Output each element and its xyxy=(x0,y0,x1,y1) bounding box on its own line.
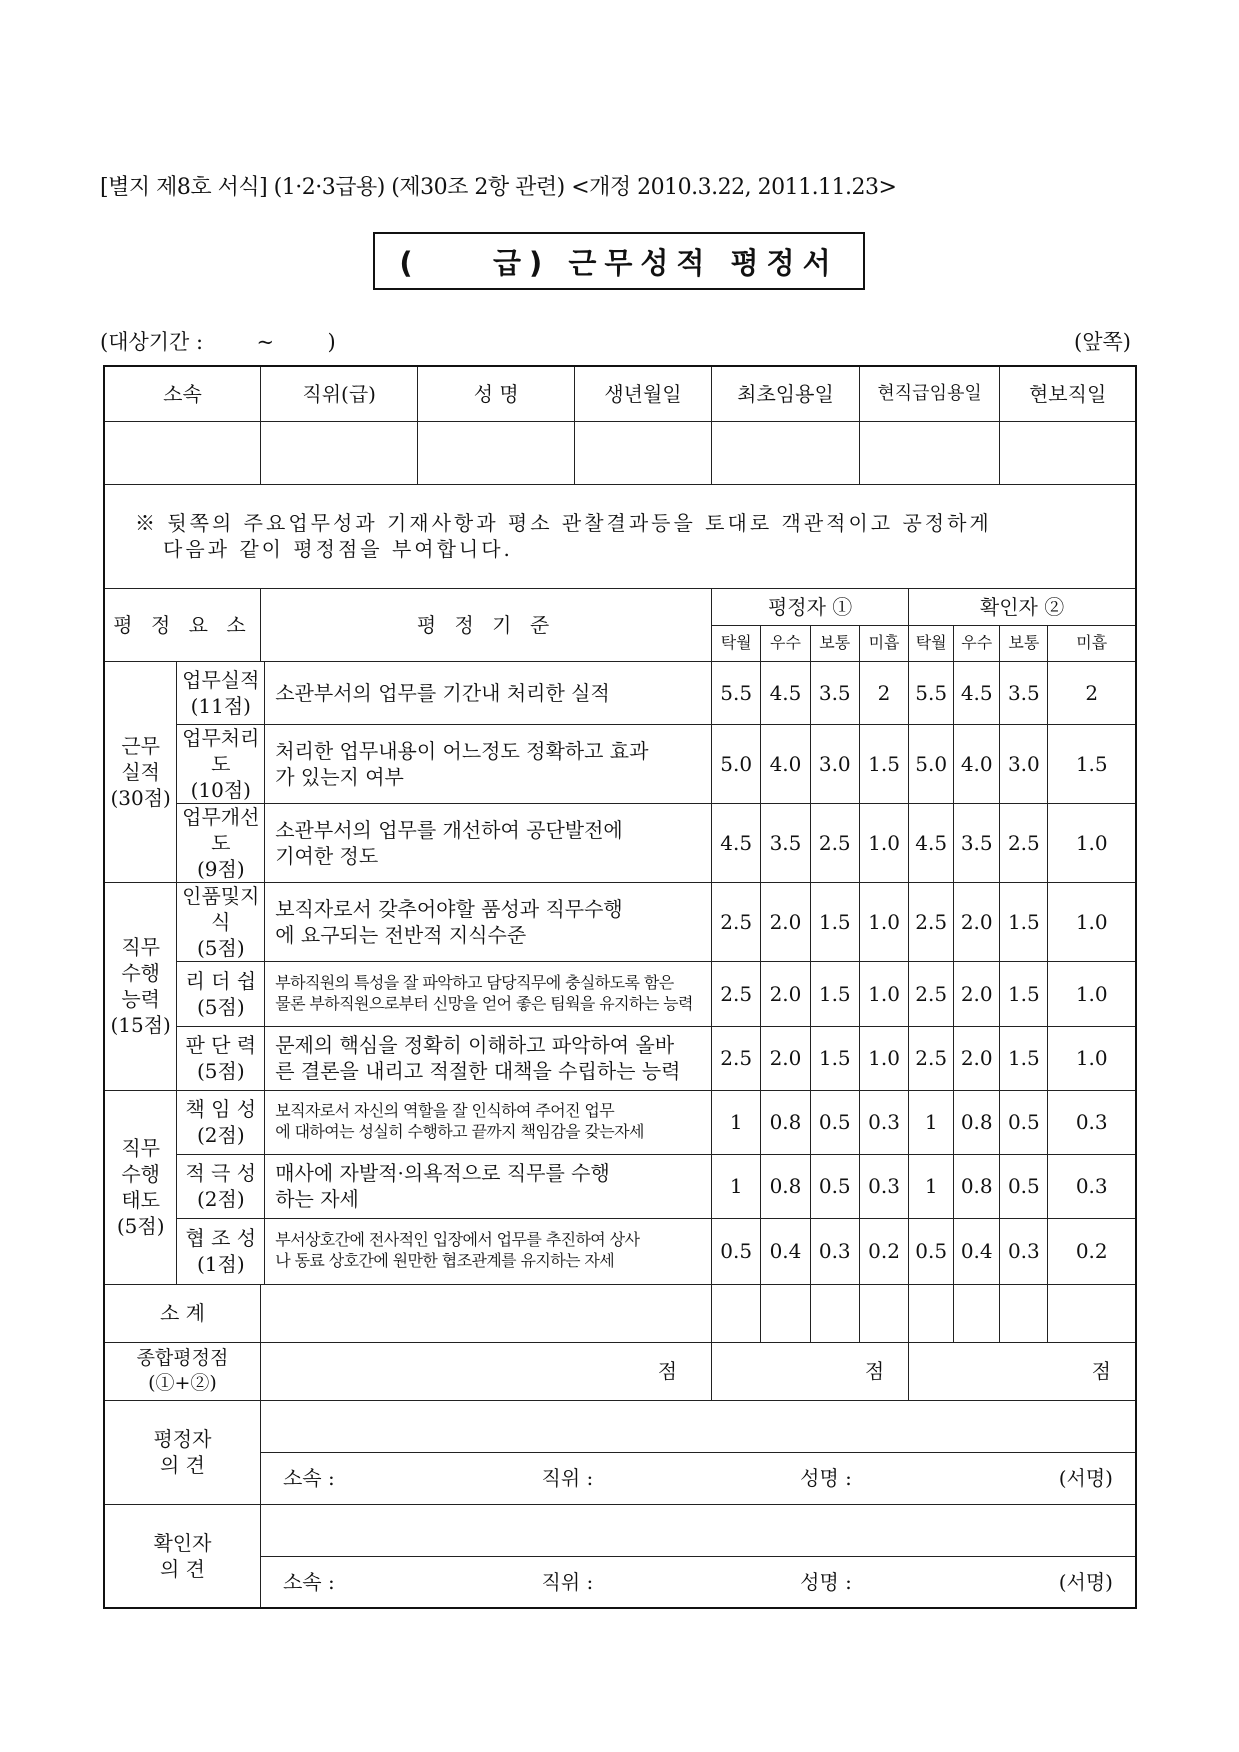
score-option[interactable]: 0.8 xyxy=(761,1090,810,1154)
score-option[interactable]: 1.0 xyxy=(1048,1026,1136,1090)
subtotal-row xyxy=(104,1284,1136,1342)
score-option[interactable]: 2 xyxy=(1048,661,1136,724)
score-option[interactable]: 4.5 xyxy=(761,661,810,724)
item-criteria: 처리한 업무내용이 어느정도 정확하고 효과 가 있는지 여부 xyxy=(265,724,712,803)
score-option[interactable]: 3.5 xyxy=(1000,661,1048,724)
rater2-score-field[interactable]: 점 xyxy=(909,1342,1136,1400)
score-option[interactable]: 0.8 xyxy=(954,1090,1000,1154)
score-option[interactable]: 0.5 xyxy=(909,1218,954,1284)
group-name: 직무 수행 능력 (15점) xyxy=(104,882,177,1090)
rater-position-label: 직위 : xyxy=(541,1466,594,1490)
score-option[interactable]: 2.5 xyxy=(810,803,859,882)
score-option[interactable]: 0.3 xyxy=(859,1154,908,1218)
score-option[interactable]: 2.0 xyxy=(954,882,1000,961)
notice-line-2: 다음과 같이 평정점을 부여합니다. xyxy=(163,537,513,561)
eval-item-row xyxy=(104,1026,1136,1090)
item-criteria: 보직자로서 자신의 역할을 잘 인식하여 주어진 업무 에 대하여는 성실히 수행하고 끝까지 책임감을 갖는자세 xyxy=(265,1090,712,1154)
subtotal-input[interactable] xyxy=(954,1284,1000,1342)
score-option[interactable]: 2.5 xyxy=(909,882,954,961)
side-label: (앞쪽) xyxy=(1074,330,1131,354)
score-option[interactable]: 2.5 xyxy=(909,961,954,1026)
score-option[interactable]: 0.4 xyxy=(954,1218,1000,1284)
info-header-cell: 생년월일 xyxy=(574,366,711,421)
score-option[interactable]: 1 xyxy=(909,1090,954,1154)
info-header-cell: 최초임용일 xyxy=(712,366,860,421)
score-option[interactable]: 2.0 xyxy=(761,961,810,1026)
grade-header: 미흡 xyxy=(859,625,908,661)
score-option[interactable]: 5.5 xyxy=(712,661,761,724)
score-option[interactable]: 4.0 xyxy=(954,724,1000,803)
score-option[interactable]: 4.5 xyxy=(712,803,761,882)
rater-affiliation-label: 소속 : xyxy=(282,1466,335,1490)
eval-item-row xyxy=(104,1218,1136,1284)
score-option[interactable]: 5.0 xyxy=(712,724,761,803)
item-criteria: 소관부서의 업무를 기간내 처리한 실적 xyxy=(265,661,712,724)
subtotal-blank xyxy=(260,1284,711,1342)
score-option[interactable]: 1.5 xyxy=(810,1026,859,1090)
score-option[interactable]: 0.8 xyxy=(761,1154,810,1218)
item-criteria: 소관부서의 업무를 개선하여 공단발전에 기여한 정도 xyxy=(265,803,712,882)
item-name: 협 조 성 (1점) xyxy=(177,1218,265,1284)
score-option[interactable]: 0.3 xyxy=(1048,1090,1136,1154)
group-name: 근무 실적 (30점) xyxy=(104,661,177,882)
score-option[interactable]: 1.5 xyxy=(1000,1026,1048,1090)
score-option[interactable]: 1.0 xyxy=(859,961,908,1026)
current-grade-date-input[interactable] xyxy=(859,421,999,484)
score-option[interactable]: 2.5 xyxy=(909,1026,954,1090)
eval-item-row xyxy=(104,1154,1136,1218)
subtotal-input[interactable] xyxy=(810,1284,859,1342)
score-option[interactable]: 2.5 xyxy=(1000,803,1048,882)
grade-header: 탁월 xyxy=(909,625,954,661)
rater-opinion-label: 평정자 의 견 xyxy=(104,1400,260,1504)
subtotal-label: 소 계 xyxy=(104,1284,260,1342)
score-option[interactable]: 2.0 xyxy=(761,882,810,961)
rater-signature xyxy=(260,1452,1136,1504)
rater-opinion-input[interactable] xyxy=(260,1400,1136,1452)
score-option[interactable]: 1.5 xyxy=(1000,961,1048,1026)
score-option[interactable]: 0.5 xyxy=(810,1154,859,1218)
item-name: 책 임 성 (2점) xyxy=(177,1090,265,1154)
item-criteria: 보직자로서 갖추어야할 품성과 직무수행 에 요구되는 전반적 지식수준 xyxy=(265,882,712,961)
score-option[interactable]: 2.0 xyxy=(954,961,1000,1026)
info-header-cell: 소속 xyxy=(104,366,260,421)
score-option[interactable]: 1 xyxy=(909,1154,954,1218)
subtotal-input[interactable] xyxy=(1048,1284,1136,1342)
item-criteria: 부서상호간에 전사적인 입장에서 업무를 추진하여 상사 나 동료 상호간에 원만한 협조관계를 유지하는 자세 xyxy=(265,1218,712,1284)
score-option[interactable]: 0.5 xyxy=(712,1218,761,1284)
affiliation-input[interactable] xyxy=(104,421,260,484)
eval-item-row xyxy=(104,961,1136,1026)
item-name: 적 극 성 (2점) xyxy=(177,1154,265,1218)
score-option[interactable]: 1.0 xyxy=(859,803,908,882)
score-option[interactable]: 3.5 xyxy=(954,803,1000,882)
score-option[interactable]: 3.5 xyxy=(810,661,859,724)
score-option[interactable]: 1.5 xyxy=(810,882,859,961)
info-header-cell: 직위(급) xyxy=(260,366,418,421)
criteria-header: 평 정 기 준 xyxy=(260,588,711,661)
score-option[interactable]: 2.0 xyxy=(761,1026,810,1090)
info-value-row xyxy=(104,421,1136,484)
score-option[interactable]: 0.2 xyxy=(1048,1218,1136,1284)
score-option[interactable]: 0.3 xyxy=(810,1218,859,1284)
score-option[interactable]: 4.0 xyxy=(761,724,810,803)
item-criteria: 부하직원의 특성을 잘 파악하고 담당직무에 충실하도록 함은 물론 부하직원으로부터 신망을 얻어 좋은 팀웍을 유지하는 능력 xyxy=(265,961,712,1026)
grade-header: 보통 xyxy=(1000,625,1048,661)
evaluation-form xyxy=(103,365,1137,1609)
score-option[interactable]: 3.0 xyxy=(1000,724,1048,803)
score-option[interactable]: 1.0 xyxy=(859,882,908,961)
score-option[interactable]: 0.4 xyxy=(761,1218,810,1284)
score-option[interactable]: 0.2 xyxy=(859,1218,908,1284)
score-option[interactable]: 3.0 xyxy=(810,724,859,803)
score-option[interactable]: 1.5 xyxy=(859,724,908,803)
item-criteria: 문제의 핵심을 정확히 이해하고 파악하여 올바 른 결론을 내리고 적절한 대책을 수립하는 능력 xyxy=(265,1026,712,1090)
score-option[interactable]: 3.5 xyxy=(761,803,810,882)
score-option[interactable]: 0.5 xyxy=(810,1090,859,1154)
confirmer-opinion-row xyxy=(104,1504,1136,1556)
confirmer-position-label: 직위 : xyxy=(541,1569,594,1594)
rater1-header: 평정자 ① xyxy=(712,588,909,625)
item-name: 업무개선도 (9점) xyxy=(177,803,265,882)
notice-line-1: ※ 뒷쪽의 주요업무성과 기재사항과 평소 관찰결과등을 토대로 객관적이고 공정하게 xyxy=(135,511,992,535)
position-input[interactable] xyxy=(260,421,418,484)
factor-header: 평 정 요 소 xyxy=(104,588,260,661)
grade-header: 우수 xyxy=(761,625,810,661)
total-row xyxy=(104,1342,1136,1400)
item-name: 리 더 쉽 (5점) xyxy=(177,961,265,1026)
score-option[interactable]: 0.8 xyxy=(954,1154,1000,1218)
item-criteria: 매사에 자발적·의욕적으로 직무를 수행 하는 자세 xyxy=(265,1154,712,1218)
eval-header-row xyxy=(104,588,1136,625)
subtotal-input[interactable] xyxy=(1000,1284,1048,1342)
eval-item-row xyxy=(104,882,1136,961)
notice-row xyxy=(104,484,1136,588)
grade-header: 보통 xyxy=(810,625,859,661)
confirmer-signature xyxy=(260,1556,1136,1608)
rater1-score-field[interactable]: 점 xyxy=(712,1342,909,1400)
confirmer-signature-label[interactable]: (서명) xyxy=(1058,1569,1113,1594)
rater-name-label: 성명 : xyxy=(800,1466,852,1490)
score-option[interactable]: 4.5 xyxy=(909,803,954,882)
score-option[interactable]: 2.5 xyxy=(712,961,761,1026)
score-option[interactable]: 1 xyxy=(712,1154,761,1218)
score-option[interactable]: 2.5 xyxy=(712,1026,761,1090)
score-option[interactable]: 1 xyxy=(712,1090,761,1154)
subtotal-input[interactable] xyxy=(712,1284,761,1342)
score-option[interactable]: 1.0 xyxy=(1048,961,1136,1026)
total-score-field[interactable]: 점 xyxy=(260,1342,711,1400)
birthdate-input[interactable] xyxy=(574,421,711,484)
score-option[interactable]: 1.5 xyxy=(810,961,859,1026)
item-name: 업무처리도 (10점) xyxy=(177,724,265,803)
rater-opinion-row xyxy=(104,1400,1136,1452)
score-option[interactable]: 0.5 xyxy=(1000,1154,1048,1218)
score-option[interactable]: 1.5 xyxy=(1000,882,1048,961)
total-label: 종합평정점(①+②) xyxy=(104,1342,260,1400)
form-header: [별지 제8호 서식] (1·2·3급용) (제30조 2항 관련) <개정 2010.3.22, 2011.11.23> xyxy=(100,175,897,200)
subtotal-input[interactable] xyxy=(909,1284,954,1342)
period-field[interactable]: (대상기간 : ~ ) xyxy=(100,330,336,354)
confirmer-affiliation-label: 소속 : xyxy=(282,1569,335,1594)
score-option[interactable]: 0.3 xyxy=(1048,1154,1136,1218)
confirmer-opinion-input[interactable] xyxy=(260,1504,1136,1556)
score-option[interactable]: 2.0 xyxy=(954,1026,1000,1090)
group-name: 직무 수행 태도 (5점) xyxy=(104,1090,177,1284)
score-option[interactable]: 4.5 xyxy=(954,661,1000,724)
score-option[interactable]: 1.0 xyxy=(859,1026,908,1090)
score-option[interactable]: 1.0 xyxy=(1048,803,1136,882)
grade-header: 우수 xyxy=(954,625,1000,661)
score-option[interactable]: 0.3 xyxy=(1000,1218,1048,1284)
grade-header: 미흡 xyxy=(1048,625,1136,661)
current-post-date-input[interactable] xyxy=(1000,421,1136,484)
score-option[interactable]: 0.5 xyxy=(1000,1090,1048,1154)
item-name: 인품및지식 (5점) xyxy=(177,882,265,961)
first-appointment-input[interactable] xyxy=(712,421,860,484)
subtotal-input[interactable] xyxy=(859,1284,908,1342)
info-header-cell: 현보직일 xyxy=(1000,366,1136,421)
notice xyxy=(104,484,1136,588)
score-option[interactable]: 2 xyxy=(859,661,908,724)
score-option[interactable]: 1.0 xyxy=(1048,882,1136,961)
eval-item-row xyxy=(104,1090,1136,1154)
rater2-header: 확인자 ② xyxy=(909,588,1136,625)
eval-item-row xyxy=(104,661,1136,724)
item-name: 업무실적 (11점) xyxy=(177,661,265,724)
info-header-row xyxy=(104,366,1136,421)
score-option[interactable]: 5.5 xyxy=(909,661,954,724)
score-option[interactable]: 0.3 xyxy=(859,1090,908,1154)
item-name: 판 단 력 (5점) xyxy=(177,1026,265,1090)
eval-item-row xyxy=(104,724,1136,803)
confirmer-name-label: 성명 : xyxy=(800,1569,852,1594)
subtotal-input[interactable] xyxy=(761,1284,810,1342)
name-input[interactable] xyxy=(418,421,574,484)
info-header-cell: 현직급임용일 xyxy=(859,366,999,421)
score-option[interactable]: 2.5 xyxy=(712,882,761,961)
score-option[interactable]: 5.0 xyxy=(909,724,954,803)
title-box xyxy=(373,232,865,290)
rater-signature-label[interactable]: (서명) xyxy=(1058,1466,1113,1490)
score-option[interactable]: 1.5 xyxy=(1048,724,1136,803)
info-header-cell: 성 명 xyxy=(418,366,574,421)
confirmer-opinion-label: 확인자 의 견 xyxy=(104,1504,260,1608)
eval-item-row xyxy=(104,803,1136,882)
grade-header: 탁월 xyxy=(712,625,761,661)
page-title: ( 급) 근무성적 평정서 xyxy=(399,245,839,280)
